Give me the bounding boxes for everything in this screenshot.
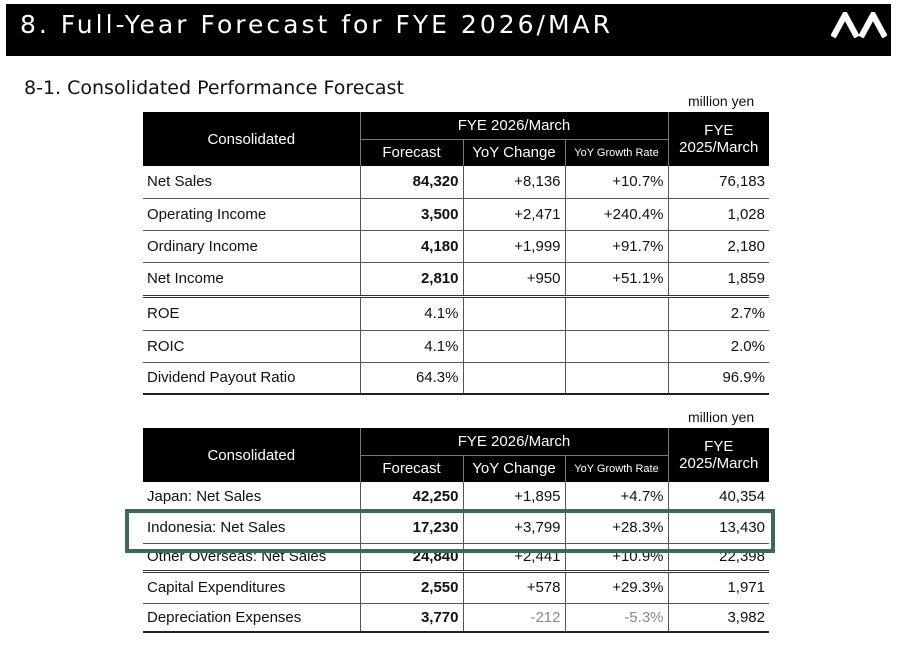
row-label: Depreciation Expenses: [143, 603, 360, 632]
row-label: Ordinary Income: [143, 230, 360, 262]
yoy-growth-cell: +10.7%: [565, 166, 668, 198]
prior-year-cell: 2,180: [668, 230, 769, 262]
segment-forecast-table: [143, 428, 769, 633]
yoy-growth-header: YoY Growth Rate: [565, 455, 668, 482]
consolidated-forecast-table: [143, 112, 769, 395]
row-label: Operating Income: [143, 198, 360, 230]
yoy-growth-cell: +51.1%: [565, 262, 668, 296]
page-header-bar: [6, 4, 891, 56]
fye2026-group-header: FYE 2026/March: [360, 428, 668, 455]
fye2025-header-line2: 2025/March: [679, 139, 759, 156]
page-title: 8. Full-Year Forecast for FYE 2026/MAR: [20, 10, 614, 39]
table-row: [143, 482, 769, 511]
yoy-growth-cell: +10.9%: [565, 543, 668, 571]
yoy-growth-cell: -5.3%: [565, 603, 668, 632]
prior-year-cell: 22,398: [668, 543, 769, 571]
row-label: Capital Expenditures: [143, 571, 360, 603]
yoy-change-header: YoY Change: [463, 455, 565, 482]
row-label-header: Consolidated: [143, 428, 360, 482]
yoy-growth-header: YoY Growth Rate: [565, 139, 668, 166]
aa-logo-icon: [831, 12, 887, 38]
table-row: [143, 511, 769, 543]
unit-label: million yen: [688, 409, 755, 425]
yoy-growth-cell: +29.3%: [565, 571, 668, 603]
fye2025-header: [668, 428, 769, 482]
table-row: [143, 362, 769, 394]
yoy-growth-cell: +240.4%: [565, 198, 668, 230]
yoy-growth-cell: [565, 362, 668, 394]
row-label: Indonesia: Net Sales: [143, 511, 360, 543]
table-row: [143, 296, 769, 330]
forecast-header: Forecast: [360, 455, 463, 482]
fye2026-group-header: FYE 2026/March: [360, 112, 668, 139]
row-label: Net Sales: [143, 166, 360, 198]
yoy-change-cell: +1,999: [463, 230, 565, 262]
forecast-cell: 2,550: [360, 571, 463, 603]
forecast-cell: 3,500: [360, 198, 463, 230]
table-row: [143, 603, 769, 632]
forecast-cell: 64.3%: [360, 362, 463, 394]
yoy-growth-cell: +91.7%: [565, 230, 668, 262]
yoy-change-cell: +2,441: [463, 543, 565, 571]
forecast-cell: 4.1%: [360, 330, 463, 362]
prior-year-cell: 96.9%: [668, 362, 769, 394]
prior-year-cell: 2.7%: [668, 296, 769, 330]
yoy-change-cell: [463, 296, 565, 330]
row-label: Other Overseas: Net Sales: [143, 543, 360, 571]
fye2025-header-line2: 2025/March: [679, 455, 759, 472]
yoy-change-cell: +2,471: [463, 198, 565, 230]
prior-year-cell: 1,028: [668, 198, 769, 230]
yoy-change-cell: +1,895: [463, 482, 565, 511]
fye2025-header-line1: FYE: [704, 438, 734, 455]
yoy-change-cell: +3,799: [463, 511, 565, 543]
forecast-header: Forecast: [360, 139, 463, 166]
table-row: [143, 230, 769, 262]
unit-label: million yen: [688, 93, 755, 109]
fye2025-header-line1: FYE: [704, 122, 734, 139]
table-row: [143, 543, 769, 571]
table-row: [143, 198, 769, 230]
fye2025-header: [668, 112, 769, 166]
row-label: ROIC: [143, 330, 360, 362]
yoy-change-cell: +578: [463, 571, 565, 603]
prior-year-cell: 3,982: [668, 603, 769, 632]
yoy-change-cell: [463, 362, 565, 394]
row-label: Dividend Payout Ratio: [143, 362, 360, 394]
prior-year-cell: 2.0%: [668, 330, 769, 362]
forecast-cell: 3,770: [360, 603, 463, 632]
forecast-cell: 17,230: [360, 511, 463, 543]
row-label: Net Income: [143, 262, 360, 296]
forecast-cell: 42,250: [360, 482, 463, 511]
prior-year-cell: 76,183: [668, 166, 769, 198]
forecast-cell: 84,320: [360, 166, 463, 198]
row-label: ROE: [143, 296, 360, 330]
prior-year-cell: 40,354: [668, 482, 769, 511]
yoy-change-cell: -212: [463, 603, 565, 632]
table-row: [143, 330, 769, 362]
forecast-cell: 4.1%: [360, 296, 463, 330]
prior-year-cell: 13,430: [668, 511, 769, 543]
yoy-change-cell: +950: [463, 262, 565, 296]
forecast-cell: 4,180: [360, 230, 463, 262]
table-row: [143, 571, 769, 603]
section-title: 8-1. Consolidated Performance Forecast: [24, 77, 404, 99]
forecast-cell: 24,840: [360, 543, 463, 571]
yoy-growth-cell: +28.3%: [565, 511, 668, 543]
row-label-header: Consolidated: [143, 112, 360, 166]
table-row: [143, 262, 769, 296]
prior-year-cell: 1,971: [668, 571, 769, 603]
yoy-growth-cell: [565, 296, 668, 330]
yoy-change-cell: +8,136: [463, 166, 565, 198]
yoy-change-cell: [463, 330, 565, 362]
yoy-growth-cell: +4.7%: [565, 482, 668, 511]
forecast-cell: 2,810: [360, 262, 463, 296]
table-row: [143, 166, 769, 198]
prior-year-cell: 1,859: [668, 262, 769, 296]
yoy-change-header: YoY Change: [463, 139, 565, 166]
yoy-growth-cell: [565, 330, 668, 362]
row-label: Japan: Net Sales: [143, 482, 360, 511]
